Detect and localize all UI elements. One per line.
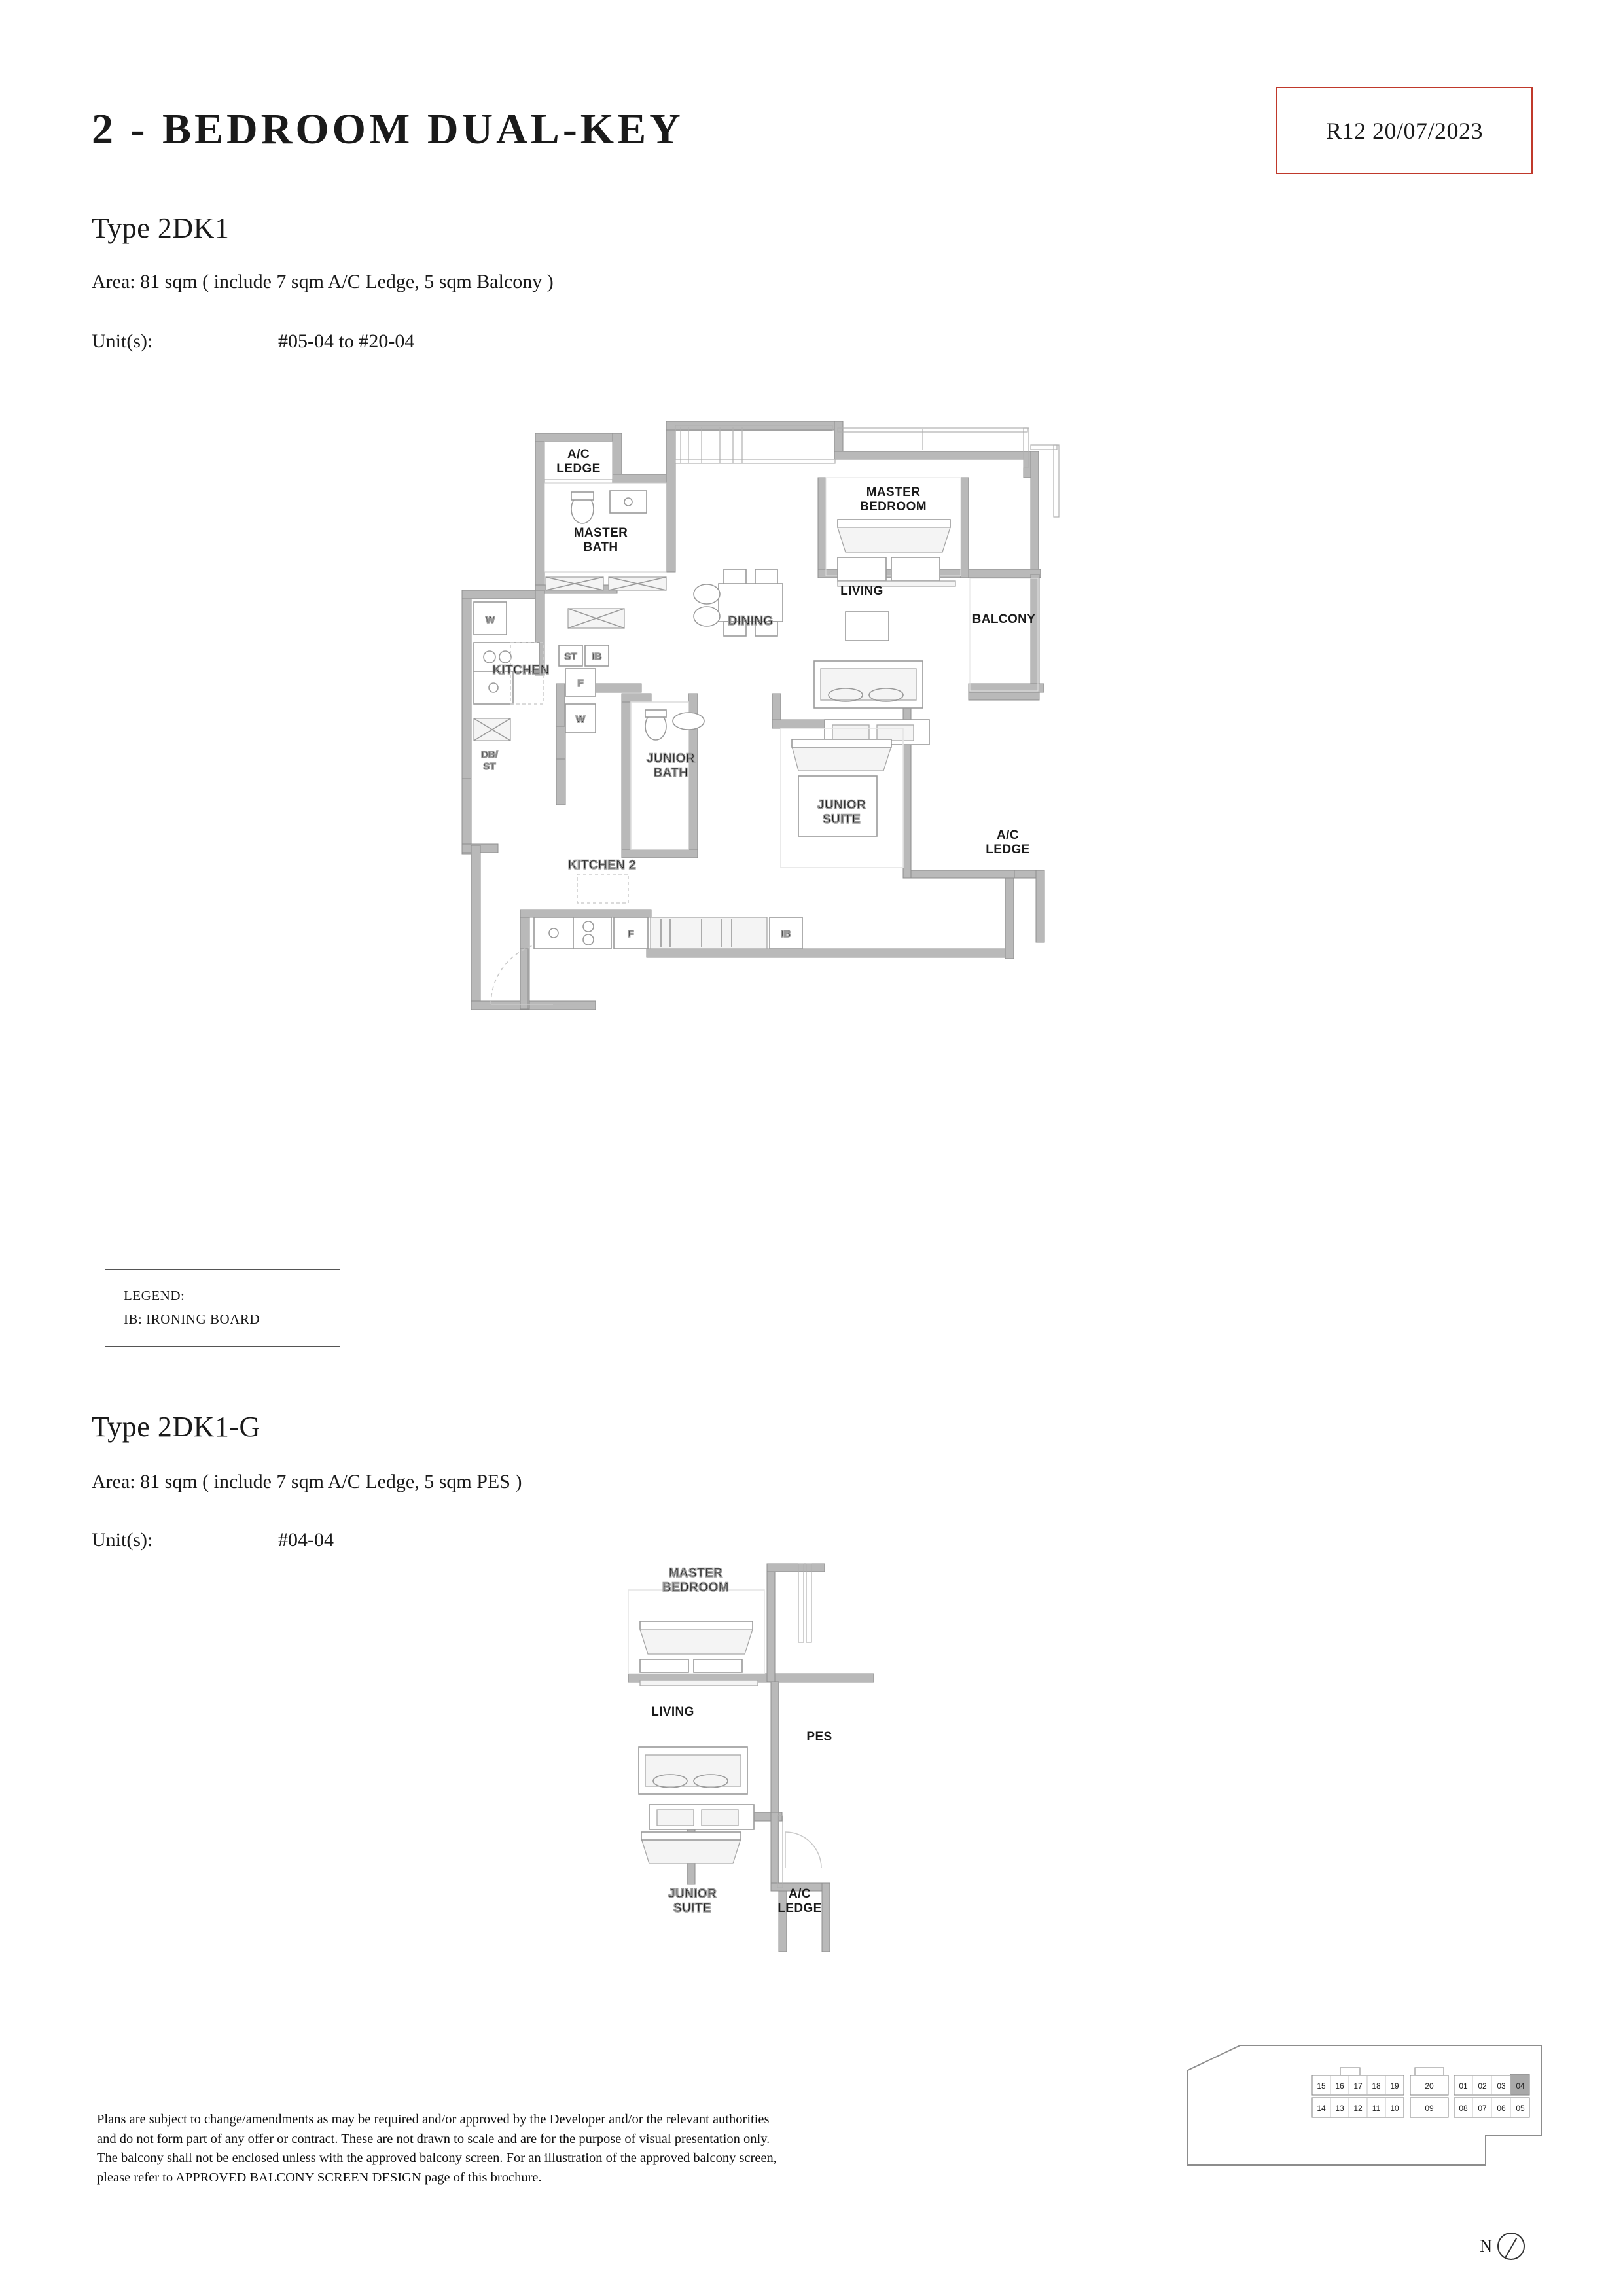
keyplan-unit-19: 19	[1390, 2081, 1399, 2091]
revision-badge	[1276, 87, 1533, 174]
svg-text:JUNIOR: JUNIOR	[646, 752, 696, 766]
svg-text:KITCHEN: KITCHEN	[492, 663, 550, 677]
svg-text:DB/: DB/	[481, 749, 498, 760]
keyplan-unit-04: 04	[1516, 2081, 1525, 2091]
keyplan-unit-16: 16	[1335, 2081, 1344, 2091]
svg-text:W: W	[485, 614, 495, 626]
svg-text:KITCHEN 2: KITCHEN 2	[568, 858, 636, 872]
svg-text:JUNIOR: JUNIOR	[668, 1887, 717, 1901]
keyplan-unit-06: 06	[1497, 2104, 1506, 2113]
legend-item-ib: IB: IRONING BOARD	[124, 1311, 260, 1327]
keyplan-unit-01: 01	[1459, 2081, 1468, 2091]
keyplan-unit-02: 02	[1478, 2081, 1487, 2091]
keyplan-unit-08: 08	[1459, 2104, 1468, 2113]
footer-line-3: The balcony shall not be enclosed unless with the approved balcony screen. For an illustration of the approved balcony screen,	[97, 2151, 777, 2166]
svg-text:MASTER: MASTER	[668, 1566, 723, 1580]
keyplan-unit-10: 10	[1390, 2104, 1399, 2113]
keyplan-unit-03: 03	[1497, 2081, 1506, 2091]
keyplan-unit-20: 20	[1425, 2081, 1434, 2091]
svg-text:A/C: A/C	[567, 448, 590, 461]
key-plan	[1178, 2038, 1551, 2214]
type-2dk1g-units-value: #04-04	[278, 1529, 334, 1551]
svg-text:MASTER: MASTER	[573, 526, 628, 540]
svg-text:PES: PES	[806, 1730, 832, 1744]
svg-text:F: F	[577, 678, 584, 689]
svg-text:A/C: A/C	[997, 828, 1019, 842]
floorplan-2dk1-g	[589, 1551, 995, 2048]
svg-text:W: W	[575, 714, 586, 725]
footer-disclaimer	[97, 2110, 1033, 2188]
svg-text:BEDROOM: BEDROOM	[859, 500, 927, 514]
svg-text:JUNIOR: JUNIOR	[817, 798, 866, 812]
floorplan-2dk1	[406, 412, 1230, 1256]
svg-text:ST: ST	[483, 761, 496, 772]
svg-text:BATH: BATH	[653, 766, 688, 780]
svg-text:LIVING: LIVING	[651, 1705, 694, 1719]
keyplan-unit-12: 12	[1353, 2104, 1363, 2113]
legend-title: LEGEND:	[124, 1288, 185, 1303]
north-label: N	[1480, 2236, 1492, 2255]
legend-box	[105, 1269, 340, 1347]
footer-line-1: Plans are subject to change/amendments as may be required and/or approved by the Developer and/or the relevant authorities	[97, 2112, 770, 2127]
svg-text:BATH: BATH	[583, 540, 618, 554]
svg-text:BEDROOM: BEDROOM	[662, 1581, 730, 1595]
footer-line-2: and do not form part of any offer or contract. These are not drawn to scale and are for the purpose of visual presentation only.	[97, 2131, 770, 2146]
svg-text:SUITE: SUITE	[823, 813, 861, 826]
keyplan-unit-05: 05	[1516, 2104, 1525, 2113]
svg-text:LEDGE: LEDGE	[986, 843, 1030, 857]
type-2dk1-units-value: #05-04 to #20-04	[278, 330, 415, 352]
svg-text:F: F	[628, 928, 634, 940]
keyplan-unit-17: 17	[1353, 2081, 1363, 2091]
revision-text: R12 20/07/2023	[1325, 117, 1483, 144]
svg-text:IB: IB	[781, 928, 791, 940]
svg-text:SUITE: SUITE	[673, 1901, 711, 1915]
type-2dk1g-name: Type 2DK1-G	[92, 1411, 260, 1443]
type-2dk1g-area: Area: 81 sqm ( include 7 sqm A/C Ledge, 5 sqm PES )	[92, 1471, 522, 1492]
svg-text:MASTER: MASTER	[866, 486, 921, 499]
svg-text:ST: ST	[564, 651, 577, 662]
keyplan-unit-18: 18	[1372, 2081, 1381, 2091]
page-title: 2 - BEDROOM DUAL-KEY	[92, 105, 684, 153]
type-2dk1-name: Type 2DK1	[92, 212, 230, 244]
keyplan-unit-13: 13	[1335, 2104, 1344, 2113]
type-2dk1-units-label: Unit(s):	[92, 330, 153, 352]
keyplan-unit-11: 11	[1372, 2104, 1381, 2113]
north-indicator	[1480, 2233, 1525, 2260]
footer-line-4: please refer to APPROVED BALCONY SCREEN DESIGN page of this brochure.	[97, 2170, 542, 2185]
svg-text:LEDGE: LEDGE	[556, 462, 601, 476]
keyplan-unit-09: 09	[1425, 2104, 1434, 2113]
svg-text:IB: IB	[592, 651, 602, 662]
svg-text:DINING: DINING	[728, 614, 774, 628]
keyplan-unit-07: 07	[1478, 2104, 1487, 2113]
svg-text:BALCONY: BALCONY	[972, 612, 1036, 626]
svg-text:LIVING: LIVING	[840, 584, 883, 598]
type-2dk1-area: Area: 81 sqm ( include 7 sqm A/C Ledge, 5 sqm Balcony )	[92, 271, 554, 292]
compass-icon	[1497, 2233, 1525, 2260]
keyplan-unit-15: 15	[1317, 2081, 1326, 2091]
svg-text:A/C: A/C	[789, 1887, 811, 1901]
type-2dk1g-units-label: Unit(s):	[92, 1529, 153, 1551]
keyplan-unit-14: 14	[1317, 2104, 1326, 2113]
svg-text:LEDGE: LEDGE	[777, 1901, 822, 1915]
